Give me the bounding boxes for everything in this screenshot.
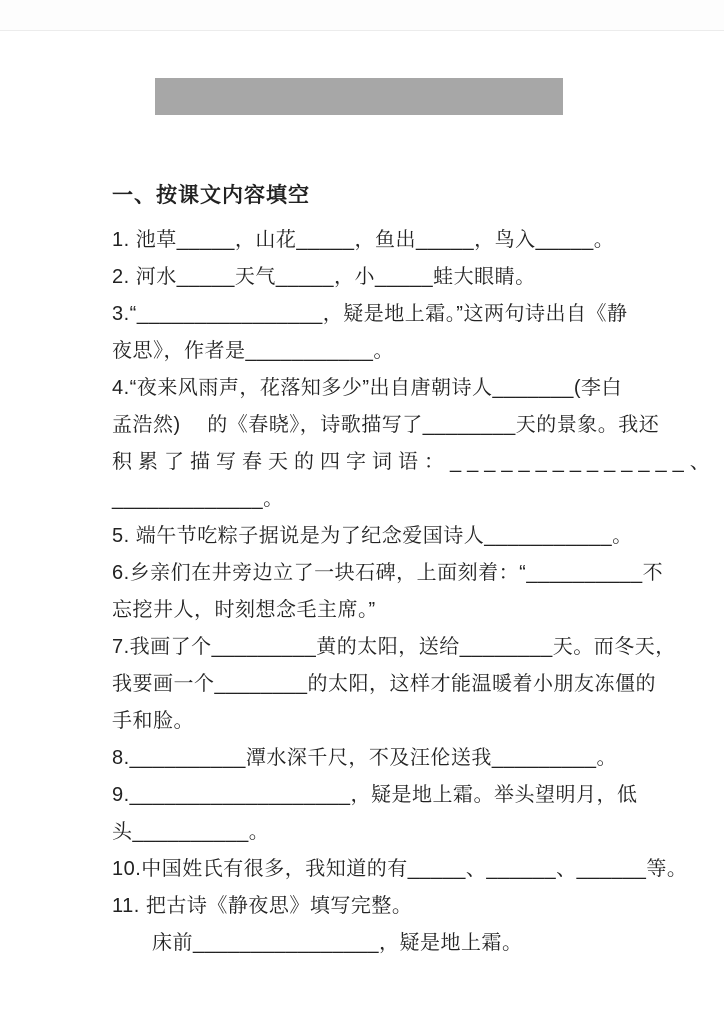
line-q9-2: 头__________。 <box>112 821 270 843</box>
line-q3-2: 夜思》，作者是___________。 <box>112 340 394 362</box>
line-q7-2: 我要画一个________的太阳，这样才能温暖着小朋友冻僵的 <box>112 673 656 695</box>
redacted-title-bar <box>155 78 563 115</box>
line-q5: 5. 端午节吃粽子据说是为了纪念爱国诗人___________。 <box>112 525 633 547</box>
line-q7-1: 7.我画了个_________黄的太阳，送给________天。而冬天， <box>112 636 676 658</box>
line-q2: 2. 河水_____天气_____，小_____蛙大眼睛。 <box>112 266 536 288</box>
line-q4-4: _____________。 <box>112 488 284 510</box>
line-q11-poem: 床前________________，疑是地上霜。 <box>152 932 523 954</box>
line-q1: 1. 池草_____，山花_____，鱼出_____，鸟入_____。 <box>112 229 615 251</box>
line-q6-1: 6.乡亲们在井旁边立了一块石碑，上面刻着：“__________不 <box>112 562 664 584</box>
document-body <box>112 184 716 962</box>
section-heading: 一、按课文内容填空 <box>112 184 310 207</box>
line-q4-1: 4.“夜来风雨声，花落知多少”出自唐朝诗人_______(李白 <box>112 377 623 399</box>
line-q4-3: 积累了描写春天的四字词语：______________、 <box>112 451 716 473</box>
line-q10: 10.中国姓氏有很多，我知道的有_____、______、______等。 <box>112 858 688 880</box>
line-q4-2: 孟浩然) 的《春晓》，诗歌描写了________天的景象。我还 <box>112 414 660 436</box>
line-q6-2: 忘挖井人，时刻想念毛主席。” <box>112 599 376 621</box>
line-q3-1: 3.“________________，疑是地上霜。”这两句诗出自《静 <box>112 303 628 325</box>
line-q8: 8.__________潭水深千尺，不及汪伦送我_________。 <box>112 747 618 769</box>
top-strip <box>0 0 724 31</box>
line-q11: 11. 把古诗《静夜思》填写完整。 <box>112 895 413 917</box>
line-q7-3: 手和脸。 <box>112 710 194 732</box>
line-q9-1: 9.___________________，疑是地上霜。举头望明月，低 <box>112 784 638 806</box>
